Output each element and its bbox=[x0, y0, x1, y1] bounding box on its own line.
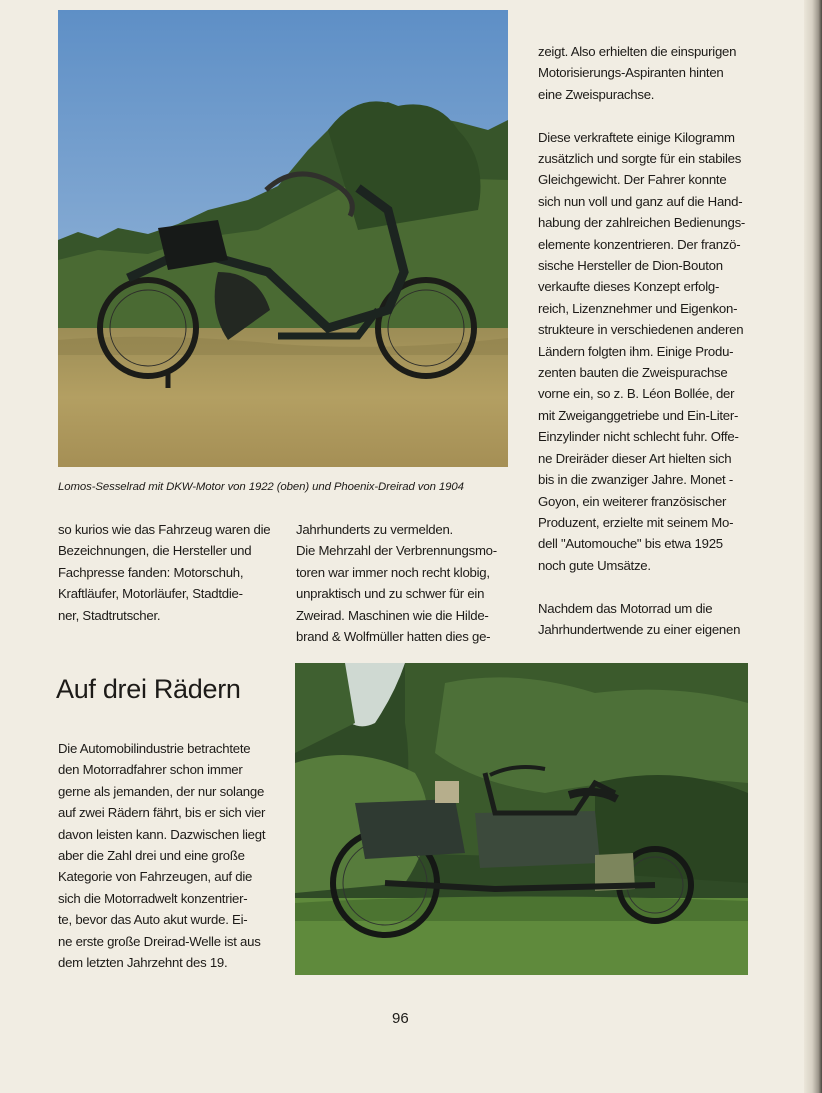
paragraph bbox=[538, 598, 783, 641]
text-line: zeigt. Also erhielten die einspurigen bbox=[538, 44, 737, 59]
text-line: dem letzten Jahrzehnt des 19. bbox=[58, 955, 228, 971]
text-line: reich, Lizenznehmer und Eigenkon- bbox=[538, 300, 738, 316]
section-heading: Auf drei Rädern bbox=[56, 674, 241, 704]
text-line: noch gute Umsätze. bbox=[538, 557, 651, 573]
text-line: so kurios wie das Fahrzeug waren die bbox=[58, 522, 271, 537]
text-line: Jahrhundertwende zu einer eigenen bbox=[538, 621, 741, 637]
text-line: unpraktisch und zu schwer für ein bbox=[296, 586, 485, 602]
text-line: sich die Motorradwelt konzentrier- bbox=[58, 890, 248, 906]
text-line: den Motorradfahrer schon immer bbox=[58, 762, 243, 778]
text-line: ne erste große Dreirad-Welle ist aus bbox=[58, 933, 261, 949]
text-line: eine Zweispurachse. bbox=[538, 86, 655, 102]
text-line: Einzylinder nicht schlecht fuhr. Offe- bbox=[538, 429, 739, 445]
text-line: Fachpresse fanden: Motorschuh, bbox=[58, 564, 244, 580]
text-line: Kraftläufer, Motorläufer, Stadtdie- bbox=[58, 586, 243, 602]
column-middle-top bbox=[296, 519, 524, 647]
text-line: Ländern folgten ihm. Einige Produ- bbox=[538, 343, 734, 359]
text-line: bis in die zwanziger Jahre. Monet - bbox=[538, 472, 734, 488]
text-line: davon leisten kann. Dazwischen liegt bbox=[58, 826, 266, 842]
text-line: dell "Automouche" bis etwa 1925 bbox=[538, 536, 723, 552]
photo-lomos-sesselrad bbox=[58, 10, 508, 467]
text-line: Bezeichnungen, die Hersteller und bbox=[58, 543, 252, 559]
text-line: Goyon, ein weiterer französischer bbox=[538, 493, 727, 509]
photo-phoenix-dreirad bbox=[295, 663, 748, 975]
text-line: mit Zweiganggetriebe und Ein-Liter- bbox=[538, 407, 739, 423]
text-line: brand & Wolfmüller hatten dies ge- bbox=[296, 629, 491, 645]
text-line: sich nun voll und ganz auf die Hand- bbox=[538, 193, 743, 209]
text-line: sische Hersteller de Dion-Bouton bbox=[538, 258, 723, 274]
text-line: Die Automobilindustrie betrachtete bbox=[58, 741, 251, 756]
column-right bbox=[538, 41, 783, 640]
text-line: elemente konzentrieren. Der franzö- bbox=[538, 236, 741, 252]
text-line: zusätzlich und sorgte für ein stabiles bbox=[538, 151, 742, 167]
column-left-top bbox=[58, 519, 286, 626]
text-line: gerne als jemanden, der nur solange bbox=[58, 783, 265, 799]
figure-caption: Lomos-Sesselrad mit DKW-Motor von 1922 (oben) und Phoenix-Dreirad von 1904 bbox=[58, 481, 464, 493]
text-line: Kategorie von Fahrzeugen, auf die bbox=[58, 869, 253, 885]
text-line: te, bevor das Auto akut wurde. Ei- bbox=[58, 912, 248, 928]
book-gutter-shadow bbox=[804, 0, 822, 1093]
paragraph bbox=[538, 127, 783, 577]
section-body bbox=[58, 738, 286, 973]
text-line: verkaufte dieses Konzept erfolg- bbox=[538, 279, 720, 295]
text-line: aber die Zahl drei und eine große bbox=[58, 848, 245, 864]
text-line: Produzent, erzielte mit seinem Mo- bbox=[538, 514, 734, 530]
text-line: Zweirad. Maschinen wie die Hilde- bbox=[296, 607, 489, 623]
text-line: Gleichgewicht. Der Fahrer konnte bbox=[538, 172, 727, 188]
text-line: strukteure in verschiedenen anderen bbox=[538, 322, 744, 338]
page-number: 96 bbox=[392, 1010, 409, 1027]
text-line: Diese verkraftete einige Kilogramm bbox=[538, 129, 735, 145]
text-line: ner, Stadtrutscher. bbox=[58, 607, 161, 623]
text-line: Jahrhunderts zu vermelden. bbox=[296, 522, 453, 537]
text-line: vorne ein, so z. B. Léon Bollée, der bbox=[538, 386, 735, 402]
text-line: Nachdem das Motorrad um die bbox=[538, 600, 713, 616]
text-line: toren war immer noch recht klobig, bbox=[296, 564, 490, 580]
text-line: zenten bauten die Zweispurachse bbox=[538, 365, 728, 381]
text-line: habung der zahlreichen Bedienungs- bbox=[538, 215, 746, 231]
text-line: Motorisierungs-Aspiranten hinten bbox=[538, 65, 724, 81]
text-line: auf zwei Rädern fährt, bis er sich vier bbox=[58, 805, 266, 821]
text-line: ne Dreiräder dieser Art hielten sich bbox=[538, 450, 732, 466]
paragraph bbox=[538, 41, 783, 105]
text-line: Die Mehrzahl der Verbrennungsmo- bbox=[296, 543, 497, 559]
